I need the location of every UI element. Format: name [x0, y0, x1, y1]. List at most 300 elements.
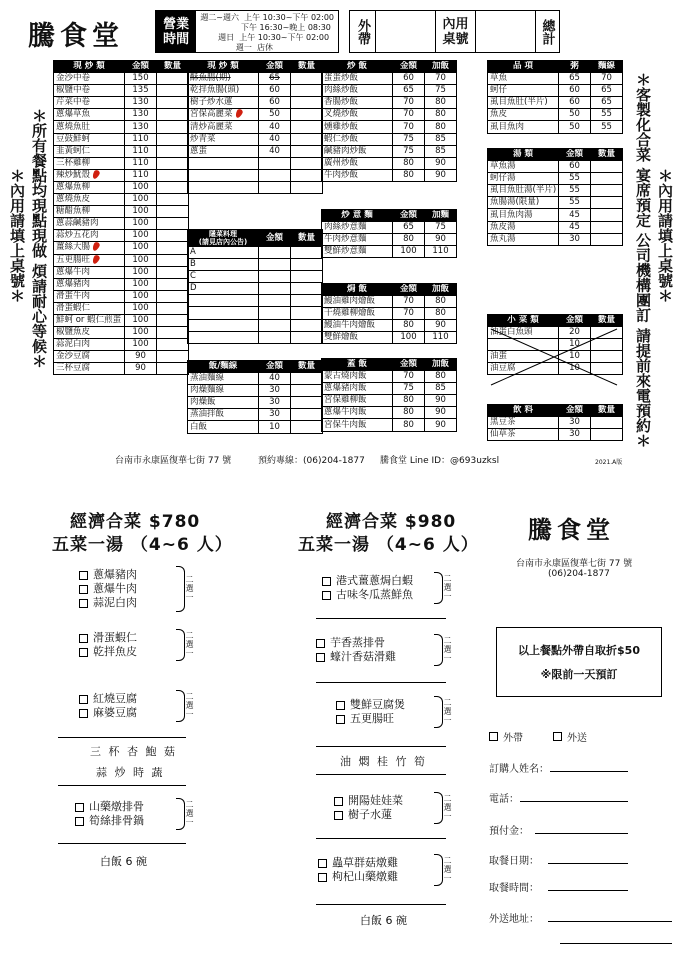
- table-row: [322, 332, 457, 344]
- item-price: 110: [125, 169, 157, 181]
- item-name: 肉絲炒飯: [322, 85, 393, 97]
- quantity-cell[interactable]: [157, 242, 189, 254]
- set-checkbox[interactable]: [336, 715, 345, 724]
- item-extra: 85: [425, 145, 457, 157]
- quantity-cell[interactable]: [291, 331, 323, 343]
- set1-title: 經濟合菜 $780: [70, 512, 201, 532]
- takeout-option[interactable]: 外帶: [489, 729, 523, 744]
- divider: [58, 737, 186, 738]
- quantity-cell[interactable]: [291, 109, 323, 121]
- set1-fixed1: 三 杯 杏 鮑 菇: [90, 745, 177, 758]
- table-header: 金額: [393, 61, 425, 73]
- item-name: 鹹豬肉炒飯: [322, 145, 393, 157]
- select-one-label: 二選一: [443, 636, 452, 663]
- table-row: [322, 157, 457, 169]
- table-row: [188, 397, 323, 409]
- set-checkbox[interactable]: [79, 599, 88, 608]
- item-price: 75: [393, 133, 425, 145]
- set-item[interactable]: 古味冬瓜蒸鮮魚: [322, 588, 413, 602]
- quantity-cell[interactable]: [157, 157, 189, 169]
- table-row: [488, 121, 623, 133]
- form-label-date: 取餐日期：: [489, 856, 539, 867]
- item-name: 乾拌魚腸(頭): [188, 85, 259, 97]
- item-price: 100: [125, 290, 157, 302]
- quantity-cell[interactable]: [157, 194, 189, 206]
- item-price: 10: [559, 339, 591, 351]
- set-item[interactable]: 山藥燉排骨: [75, 800, 144, 814]
- item-price: 90: [125, 363, 157, 375]
- quantity-cell[interactable]: [157, 85, 189, 97]
- quantity-cell[interactable]: [291, 259, 323, 271]
- divider: [316, 682, 446, 683]
- item-price: 135: [125, 85, 157, 97]
- table-header: 隱菜料理 (請見店內公告): [188, 230, 259, 247]
- set-item[interactable]: 蒜泥白肉: [79, 596, 137, 610]
- set-item[interactable]: 枸杞山藥燉雞: [318, 870, 398, 884]
- quantity-cell[interactable]: [157, 145, 189, 157]
- item-name: 蚵仔: [488, 85, 559, 97]
- select-bracket: [176, 690, 185, 722]
- quantity-cell[interactable]: [157, 218, 189, 230]
- chili-icon: [234, 109, 243, 119]
- quantity-cell[interactable]: [291, 169, 323, 181]
- table-header: 飯/麵線: [188, 361, 259, 373]
- left-note-2: ＊內用請填上桌號＊: [8, 168, 26, 303]
- item-price: 45: [559, 209, 591, 221]
- quantity-cell[interactable]: [291, 271, 323, 283]
- quantity-cell[interactable]: [157, 230, 189, 242]
- quantity-cell[interactable]: [591, 221, 623, 233]
- quantity-cell[interactable]: [591, 233, 623, 245]
- item-price: [259, 283, 291, 295]
- item-price: [259, 319, 291, 331]
- table-row: [488, 173, 623, 185]
- item-extra: 55: [591, 109, 623, 121]
- item-price: 10: [559, 351, 591, 363]
- set-item[interactable]: 蔥爆牛肉: [79, 582, 137, 596]
- delivery-checkbox[interactable]: [553, 732, 562, 741]
- table-row: [54, 242, 189, 254]
- item-price: 100: [125, 254, 157, 266]
- table-row: [54, 339, 189, 351]
- item-name: 白飯: [188, 421, 259, 433]
- set2-fixed1: 油 燜 桂 竹 筍: [340, 755, 427, 768]
- item-price: 10: [259, 421, 291, 433]
- quantity-cell[interactable]: [291, 157, 323, 169]
- form-field-time[interactable]: [548, 890, 628, 891]
- item-extra: 90: [425, 395, 457, 407]
- item-price: 100: [125, 339, 157, 351]
- item-price: 100: [125, 181, 157, 193]
- table-field[interactable]: [476, 11, 536, 52]
- item-price: 40: [259, 133, 291, 145]
- item-name: 酥魚腸(期): [188, 73, 259, 85]
- item-price: 100: [125, 302, 157, 314]
- quantity-cell[interactable]: [591, 161, 623, 173]
- item-name: [188, 295, 259, 307]
- table-row: [54, 73, 189, 85]
- table-row: [488, 429, 623, 441]
- table-row: [188, 331, 323, 343]
- item-name: 雙鮮燴飯: [322, 332, 393, 344]
- promo-line1: 以上餐點外帶自取折$50: [518, 644, 640, 657]
- set-checkbox[interactable]: [318, 873, 327, 882]
- set-checkbox[interactable]: [334, 797, 343, 806]
- table-row: [322, 97, 457, 109]
- menu-table-friednoodle: [321, 209, 457, 258]
- set-checkbox[interactable]: [322, 577, 331, 586]
- set-item[interactable]: 乾拌魚皮: [79, 645, 137, 659]
- item-name: 蒙古燒肉飯: [322, 371, 393, 383]
- table-row: [322, 169, 457, 181]
- set-item[interactable]: 蔥爆豬肉: [79, 568, 137, 582]
- takeout-field[interactable]: [376, 11, 436, 52]
- item-price: 80: [393, 320, 425, 332]
- set-checkbox[interactable]: [79, 571, 88, 580]
- brand2-address: 台南市永康區復華七街 77 號: [516, 559, 633, 569]
- item-price: 100: [125, 218, 157, 230]
- table-header: 炒 飯: [322, 61, 393, 73]
- item-name: 蒜泥白肉: [54, 339, 125, 351]
- quantity-cell[interactable]: [291, 145, 323, 157]
- item-price: 60: [559, 97, 591, 109]
- set-checkbox[interactable]: [318, 859, 327, 868]
- item-extra: 90: [425, 407, 457, 419]
- item-name: 蔥燒魚肚: [54, 121, 125, 133]
- select-bracket: [176, 798, 185, 830]
- item-name: 虱目魚肉湯: [488, 209, 559, 221]
- set-item[interactable]: 麻婆豆腐: [79, 706, 137, 720]
- item-price: 80: [393, 395, 425, 407]
- item-name: 魚腸湯(限量): [488, 197, 559, 209]
- table-header: 現 炒 類: [54, 61, 125, 73]
- item-price: 130: [125, 109, 157, 121]
- set-item[interactable]: 滑蛋蝦仁: [79, 631, 137, 645]
- quantity-cell[interactable]: [591, 197, 623, 209]
- divider: [316, 618, 446, 619]
- table-row: [54, 206, 189, 218]
- table-row: [488, 197, 623, 209]
- quantity-cell[interactable]: [291, 319, 323, 331]
- quantity-cell[interactable]: [291, 97, 323, 109]
- quantity-cell[interactable]: [157, 169, 189, 181]
- quantity-cell[interactable]: [157, 327, 189, 339]
- item-name: 肉燥麵線: [188, 385, 259, 397]
- table-label: 內用桌號: [436, 11, 476, 52]
- table-header: 數量: [591, 405, 623, 417]
- item-name: 蛋蛋炒飯: [322, 73, 393, 85]
- item-name: 牛肉炒飯: [322, 169, 393, 181]
- item-price: 110: [125, 133, 157, 145]
- set-item[interactable]: 五更腸旺: [336, 712, 394, 726]
- item-name: 虱目魚肉: [488, 121, 559, 133]
- item-extra: 65: [591, 97, 623, 109]
- item-extra: 80: [425, 121, 457, 133]
- item-extra: 65: [591, 85, 623, 97]
- total-label: 總計: [539, 18, 555, 45]
- item-extra: 75: [425, 222, 457, 234]
- item-price: 70: [393, 371, 425, 383]
- item-name: [188, 157, 259, 169]
- chili-icon: [91, 169, 100, 179]
- item-extra: 70: [591, 73, 623, 85]
- item-name: [188, 169, 259, 181]
- item-name: 椒鹽中卷: [54, 85, 125, 97]
- set1-fixed2: 蒜 炒 時 蔬: [96, 766, 165, 779]
- item-price: 80: [393, 169, 425, 181]
- table-header: 金額: [559, 149, 591, 161]
- item-price: [259, 295, 291, 307]
- table-row: [188, 169, 323, 181]
- table-row: [488, 417, 623, 429]
- table-header: 湯 類: [488, 149, 559, 161]
- item-name: 芹菜中卷: [54, 97, 125, 109]
- table-row: [188, 157, 323, 169]
- set-checkbox[interactable]: [79, 709, 88, 718]
- quantity-cell[interactable]: [291, 307, 323, 319]
- quantity-cell[interactable]: [157, 314, 189, 326]
- form-label-address: 外送地址：: [489, 914, 539, 925]
- set-checkbox[interactable]: [316, 653, 325, 662]
- menu-table-friedrice: [321, 60, 457, 182]
- form-field-name[interactable]: [550, 771, 628, 772]
- item-name: 糖醋魚柳: [54, 206, 125, 218]
- quantity-cell[interactable]: [591, 209, 623, 221]
- select-one-label: 二選一: [185, 800, 194, 827]
- quantity-cell[interactable]: [591, 173, 623, 185]
- table-row: [54, 97, 189, 109]
- set1-subtitle: 五菜一湯 （4~6 人）: [52, 535, 233, 555]
- item-name: 虱目魚肚湯(半片): [488, 185, 559, 197]
- table-row: [188, 73, 323, 85]
- table-row: [322, 407, 457, 419]
- item-price: 130: [125, 121, 157, 133]
- table-header: 金額: [559, 405, 591, 417]
- item-name: 蝦仁炒飯: [322, 133, 393, 145]
- item-price: [259, 259, 291, 271]
- item-price: [259, 157, 291, 169]
- quantity-cell[interactable]: [157, 133, 189, 145]
- quantity-cell[interactable]: [291, 181, 323, 193]
- item-extra: 70: [425, 73, 457, 85]
- quantity-cell[interactable]: [291, 247, 323, 259]
- menu-table-stirfry2: [187, 60, 323, 194]
- item-price: 75: [393, 383, 425, 395]
- item-price: 30: [259, 385, 291, 397]
- right-note-2: ＊內用請填上桌號＊: [656, 168, 674, 303]
- brand-title: 騰食堂: [28, 21, 124, 52]
- table-row: [322, 85, 457, 97]
- quantity-cell[interactable]: [157, 181, 189, 193]
- item-price: 30: [559, 417, 591, 429]
- quantity-cell[interactable]: [291, 397, 323, 409]
- menu-table-stirfry1: [53, 60, 189, 375]
- item-name: 香腸炒飯: [322, 97, 393, 109]
- item-price: 100: [125, 194, 157, 206]
- set-item[interactable]: 蠔汁香菇滑雞: [316, 650, 396, 664]
- quantity-cell[interactable]: [157, 351, 189, 363]
- item-price: 110: [125, 145, 157, 157]
- form-field-date[interactable]: [548, 863, 628, 864]
- form-field-address[interactable]: [548, 921, 672, 922]
- footer-phone: 預約專線：(06)204-1877: [258, 456, 365, 466]
- table-row: [54, 266, 189, 278]
- select-one-label: 二選一: [443, 574, 452, 601]
- quantity-cell[interactable]: [157, 266, 189, 278]
- quantity-cell[interactable]: [291, 85, 323, 97]
- quantity-cell[interactable]: [157, 278, 189, 290]
- set-checkbox[interactable]: [75, 817, 84, 826]
- quantity-cell[interactable]: [157, 363, 189, 375]
- table-row: [54, 133, 189, 145]
- set-item[interactable]: 芋香蒸排骨: [316, 636, 385, 650]
- quantity-cell[interactable]: [291, 409, 323, 421]
- promo-line2: ※限前一天預訂: [540, 668, 618, 681]
- item-name: [188, 307, 259, 319]
- quantity-cell[interactable]: [591, 417, 623, 429]
- item-price: 55: [559, 173, 591, 185]
- set-checkbox[interactable]: [79, 585, 88, 594]
- quantity-cell[interactable]: [157, 97, 189, 109]
- quantity-cell[interactable]: [157, 73, 189, 85]
- set-item[interactable]: 港式薑蔥焗白蝦: [322, 574, 413, 588]
- quantity-cell[interactable]: [157, 121, 189, 133]
- quantity-cell[interactable]: [291, 283, 323, 295]
- item-price: 70: [393, 97, 425, 109]
- table-header: 加飯: [425, 61, 457, 73]
- item-name: 蔥蒜鹹豬肉: [54, 218, 125, 230]
- item-extra: 80: [425, 109, 457, 121]
- table-row: [54, 157, 189, 169]
- select-bracket: [434, 572, 443, 604]
- quantity-cell[interactable]: [591, 185, 623, 197]
- table-header: 金額: [125, 61, 157, 73]
- set-item[interactable]: 紅燒豆腐: [79, 692, 137, 706]
- item-price: 30: [259, 409, 291, 421]
- table-header: 加飯: [425, 359, 457, 371]
- item-name: C: [188, 271, 259, 283]
- table-row: [188, 373, 323, 385]
- item-name: 金沙豆腐: [54, 351, 125, 363]
- table-row: [54, 181, 189, 193]
- set-checkbox[interactable]: [79, 648, 88, 657]
- set-item[interactable]: 筍絲排骨鍋: [75, 814, 144, 828]
- item-price: 70: [393, 308, 425, 320]
- set-checkbox[interactable]: [316, 639, 325, 648]
- item-extra: 90: [425, 157, 457, 169]
- form-field-phone[interactable]: [520, 801, 628, 802]
- quantity-cell[interactable]: [157, 290, 189, 302]
- set-checkbox[interactable]: [75, 803, 84, 812]
- table-row: [188, 307, 323, 319]
- quantity-cell[interactable]: [291, 373, 323, 385]
- delivery-option[interactable]: 外送: [553, 729, 587, 744]
- select-bracket: [434, 696, 443, 728]
- takeout-checkbox[interactable]: [489, 732, 498, 741]
- quantity-cell[interactable]: [291, 121, 323, 133]
- select-bracket: [176, 629, 185, 661]
- footer-line: 騰食堂 Line ID：@693uzksl: [380, 456, 500, 466]
- item-name: 仙草茶: [488, 429, 559, 441]
- quantity-cell[interactable]: [157, 339, 189, 351]
- table-header: 品 項: [488, 61, 559, 73]
- set-checkbox[interactable]: [336, 701, 345, 710]
- set2-rice: 白飯 6 碗: [360, 914, 407, 927]
- item-name: 宮保牛肉飯: [322, 419, 393, 431]
- footer-address: 台南市永康區復華七街 77 號: [115, 456, 232, 466]
- quantity-cell[interactable]: [291, 73, 323, 85]
- select-bracket: [434, 792, 443, 824]
- item-name: 蔥燒魚皮: [54, 194, 125, 206]
- quantity-cell[interactable]: [157, 302, 189, 314]
- table-row: [322, 308, 457, 320]
- item-extra: 90: [425, 169, 457, 181]
- item-name: 肉絲炒意麵: [322, 222, 393, 234]
- item-name: 蒸油麵線: [188, 373, 259, 385]
- table-row: [488, 209, 623, 221]
- item-price: 30: [259, 397, 291, 409]
- item-price: 65: [393, 85, 425, 97]
- table-row: [322, 371, 457, 383]
- form-field-address-2[interactable]: [560, 943, 672, 944]
- item-name: 鰻油牛肉燴飯: [322, 320, 393, 332]
- table-header: 小 菜 類: [488, 315, 559, 327]
- item-price: 50: [559, 121, 591, 133]
- item-name: 油蛋白魚頭: [488, 327, 559, 339]
- item-extra: 75: [425, 85, 457, 97]
- quantity-cell[interactable]: [291, 385, 323, 397]
- quantity-cell[interactable]: [291, 133, 323, 145]
- set-checkbox[interactable]: [334, 811, 343, 820]
- table-header: 數量: [291, 361, 323, 373]
- item-name: 虱目魚肚(半片): [488, 97, 559, 109]
- table-header: 數量: [591, 149, 623, 161]
- quantity-cell[interactable]: [291, 295, 323, 307]
- quantity-cell[interactable]: [291, 421, 323, 433]
- set-item[interactable]: 開陽娃娃菜: [334, 794, 403, 808]
- set-checkbox[interactable]: [79, 634, 88, 643]
- menu-table-noodles: [187, 360, 323, 434]
- quantity-cell[interactable]: [157, 109, 189, 121]
- item-price: 30: [559, 233, 591, 245]
- item-name: 蔥爆草魚: [54, 109, 125, 121]
- item-name: 牛肉炒意麵: [322, 234, 393, 246]
- select-bracket: [434, 634, 443, 666]
- quantity-cell[interactable]: [591, 429, 623, 441]
- set-checkbox[interactable]: [322, 591, 331, 600]
- table-header: 金額: [393, 284, 425, 296]
- set-item[interactable]: 樹子水蓮: [334, 808, 392, 822]
- item-name: 樹子炒水蓮: [188, 97, 259, 109]
- table-row: [54, 194, 189, 206]
- table-row: [54, 121, 189, 133]
- table-row: [188, 145, 323, 157]
- set-checkbox[interactable]: [79, 695, 88, 704]
- item-price: 20: [559, 327, 591, 339]
- table-header: 麵線: [591, 61, 623, 73]
- quantity-cell[interactable]: [157, 254, 189, 266]
- item-name: B: [188, 259, 259, 271]
- table-header: 數量: [291, 230, 323, 247]
- item-name: 椒鹽魚皮: [54, 327, 125, 339]
- select-one-label: 二選一: [443, 698, 452, 725]
- form-field-deposit[interactable]: [535, 833, 628, 834]
- item-price: 75: [393, 145, 425, 157]
- set-item[interactable]: 蟲草群菇燉雞: [318, 856, 398, 870]
- set-item[interactable]: 雙鮮豆腐煲: [336, 698, 405, 712]
- table-row: [322, 320, 457, 332]
- quantity-cell[interactable]: [157, 206, 189, 218]
